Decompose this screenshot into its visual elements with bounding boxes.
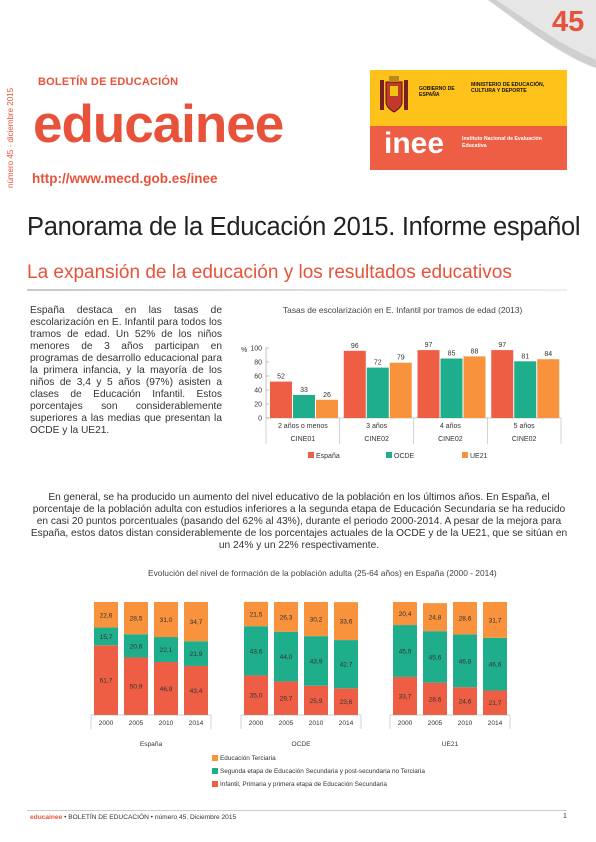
segment-label: 20,4: [398, 611, 412, 619]
segment-label: 45,9: [398, 648, 412, 656]
bar-ocde: [293, 395, 315, 418]
subtitle-divider: [27, 289, 567, 291]
legend-swatch: [308, 452, 314, 458]
segment-label: 21,5: [249, 611, 263, 619]
second-paragraph: En general, se ha producido un aumento del nivel educativo de la población en los últimos años. En España, el porcentaje de la población adulta con estudios inferiores a la segunda etapa de Educación Secundaria se ha reducido en casi 20 puntos porcentuales (pasando del 62% al 43%), durante el periodo 2000-2014. A pesar de la mejora para España, estos datos distan considerablemente de los porcentajes actuales de la OCDE y de la UE21, que se sitúan en un 24% y un 22% respectivamente.: [30, 492, 568, 551]
government-label: GOBIERNO DE ESPAÑA: [419, 86, 455, 98]
segment-label: 45,6: [428, 654, 442, 662]
data-label: 97: [498, 342, 507, 350]
year-label: 2005: [427, 720, 443, 727]
group-label: OCDE: [291, 741, 311, 748]
data-label: 81: [521, 353, 530, 361]
bar-ue21: [537, 359, 559, 418]
y-tick-label: 80: [254, 359, 262, 367]
y-tick-label: 20: [254, 401, 262, 409]
legend-swatch: [212, 755, 218, 761]
year-label: 2000: [397, 720, 413, 727]
group-label: UE21: [441, 741, 459, 748]
chart2-title: Evolución del nivel de formación de la población adulta (25-64 años) en España (2000 - 2014): [148, 568, 497, 578]
segment-label: 44,0: [279, 654, 293, 662]
bar-españa: [270, 382, 292, 418]
x-category-label: 3 años: [366, 423, 388, 430]
data-label: 52: [277, 373, 285, 381]
legend-label: Infantil, Primaria y primera etapa de Educación Secundaria: [220, 781, 387, 788]
y-tick-label: 0: [258, 415, 262, 423]
segment-label: 31,0: [159, 617, 173, 625]
bar-españa: [344, 351, 366, 418]
x-category-label: 4 años: [439, 423, 461, 430]
year-label: 2014: [487, 720, 503, 727]
coat-of-arms-icon: [378, 74, 410, 116]
footer-brand: educainee: [30, 814, 63, 821]
footer-divider: [27, 810, 567, 811]
year-label: 2000: [98, 720, 114, 727]
data-label: 85: [447, 350, 456, 358]
x-group-label: CINE02: [364, 436, 389, 443]
legend-swatch: [212, 768, 218, 774]
segment-label: 43,9: [309, 658, 323, 666]
year-label: 2010: [457, 720, 473, 727]
segment-label: 26,3: [279, 614, 293, 622]
segment-label: 43,4: [189, 687, 203, 695]
bar-ocde: [441, 359, 463, 419]
legend-label: OCDE: [394, 453, 415, 460]
year-label: 2014: [338, 720, 354, 727]
page-title: Panorama de la Educación 2015. Informe español: [27, 213, 581, 241]
legend-label: UE21: [470, 453, 488, 460]
data-label: 84: [544, 351, 553, 359]
segment-label: 20,6: [129, 643, 143, 651]
segment-label: 21,9: [189, 651, 203, 659]
year-label: 2005: [278, 720, 294, 727]
inee-name: Instituto Nacional de Evaluación Educativa: [462, 136, 542, 149]
data-label: 33: [300, 386, 308, 394]
legend-label: Educación Terciaria: [220, 755, 276, 762]
segment-label: 61,7: [99, 677, 113, 685]
segment-label: 15,7: [99, 633, 113, 641]
enrollment-chart: [236, 330, 566, 466]
section-subtitle: La expansión de la educación y los resultados educativos: [27, 262, 512, 283]
issue-side-label: número 45 · diciembre 2015: [6, 87, 15, 188]
y-axis-label: %: [241, 347, 248, 354]
data-label: 79: [396, 354, 405, 362]
x-group-label: CINE02: [511, 436, 537, 443]
segment-label: 46,6: [488, 661, 502, 669]
segment-label: 33,7: [398, 693, 412, 701]
segment-label: 22,1: [159, 647, 173, 655]
bar-españa: [418, 350, 440, 418]
legend-swatch: [462, 452, 468, 458]
x-category-label: 5 años: [513, 423, 535, 430]
ministry-label: MINISTERIO DE EDUCACIÓN, CULTURA Y DEPORTE: [471, 82, 545, 95]
y-tick-label: 100: [250, 345, 262, 353]
data-label: 88: [470, 348, 479, 356]
segment-label: 50,9: [129, 683, 143, 691]
segment-label: 42,7: [339, 661, 353, 669]
x-group-label: CINE01: [290, 436, 316, 443]
year-label: 2000: [248, 720, 264, 727]
segment-label: 31,7: [488, 617, 502, 625]
segment-label: 35,0: [249, 692, 263, 700]
group-label: España: [139, 741, 163, 748]
education-level-chart: [88, 590, 528, 800]
bar-españa: [491, 350, 513, 418]
data-label: 72: [373, 359, 382, 367]
legend-label: España: [316, 453, 340, 460]
bar-ocde: [514, 361, 536, 418]
segment-label: 22,6: [99, 612, 113, 620]
educainee-logo: educainee: [33, 95, 284, 154]
bar-ue21: [316, 400, 338, 418]
segment-label: 28,5: [129, 615, 143, 623]
data-label: 26: [323, 391, 331, 399]
legend-swatch: [386, 452, 392, 458]
chart1-title: Tasas de escolarización en E. Infantil por tramos de edad (2013): [283, 305, 523, 315]
bar-ocde: [367, 368, 389, 418]
inee-logo: inee: [384, 127, 445, 160]
bar-ue21: [390, 363, 412, 418]
segment-label: 29,7: [279, 695, 293, 703]
segment-label: 21,7: [488, 700, 502, 708]
segment-label: 46,9: [159, 686, 173, 694]
y-tick-label: 60: [254, 373, 262, 381]
segment-label: 24,6: [458, 698, 472, 706]
segment-label: 34,7: [189, 619, 203, 627]
year-label: 2005: [128, 720, 144, 727]
year-label: 2010: [308, 720, 324, 727]
segment-label: 28,6: [458, 615, 472, 623]
segment-label: 25,9: [309, 697, 323, 705]
year-label: 2010: [158, 720, 174, 727]
x-group-label: CINE02: [438, 436, 463, 443]
footer-info: • BOLETÍN DE EDUCACIÓN • número 45. Diciembre 2015: [62, 814, 237, 821]
issue-number: 45: [552, 6, 585, 38]
y-tick-label: 40: [254, 387, 262, 395]
segment-label: 46,8: [458, 658, 472, 666]
legend-swatch: [212, 781, 218, 787]
segment-label: 28,6: [428, 696, 442, 704]
data-label: 97: [424, 342, 433, 350]
page-number: 1: [563, 813, 567, 820]
footer-text: [30, 814, 236, 821]
data-label: 96: [350, 342, 359, 350]
bar-ue21: [464, 356, 486, 418]
segment-label: 33,6: [339, 618, 353, 626]
bulletin-label: BOLETÍN DE EDUCACIÓN: [38, 76, 179, 88]
x-category-label: 2 años o menos: [277, 423, 328, 430]
segment-label: 43,6: [249, 648, 263, 656]
legend-label: Segunda etapa de Educación Secundaria y post-secundaria no Terciaria: [220, 768, 425, 775]
website-link[interactable]: http://www.mecd.gob.es/inee: [32, 171, 218, 186]
intro-paragraph: España destaca en las tasas de escolarización en E. Infantil para todos los tramos de edad. Un 52% de los niños menores de 3 años participan en programas de desarrollo educacional para la primera infancia, y la mayoría de los niños de 3,4 y 5 años (97%) asisten a clases de Educación Infantil. Estos porcentajes son considerablemente superiores a las medias que presentan la OCDE y la UE21.: [30, 305, 222, 436]
segment-label: 30,2: [309, 616, 323, 624]
year-label: 2014: [188, 720, 204, 727]
segment-label: 23,6: [339, 699, 353, 707]
segment-label: 24,8: [428, 614, 442, 622]
